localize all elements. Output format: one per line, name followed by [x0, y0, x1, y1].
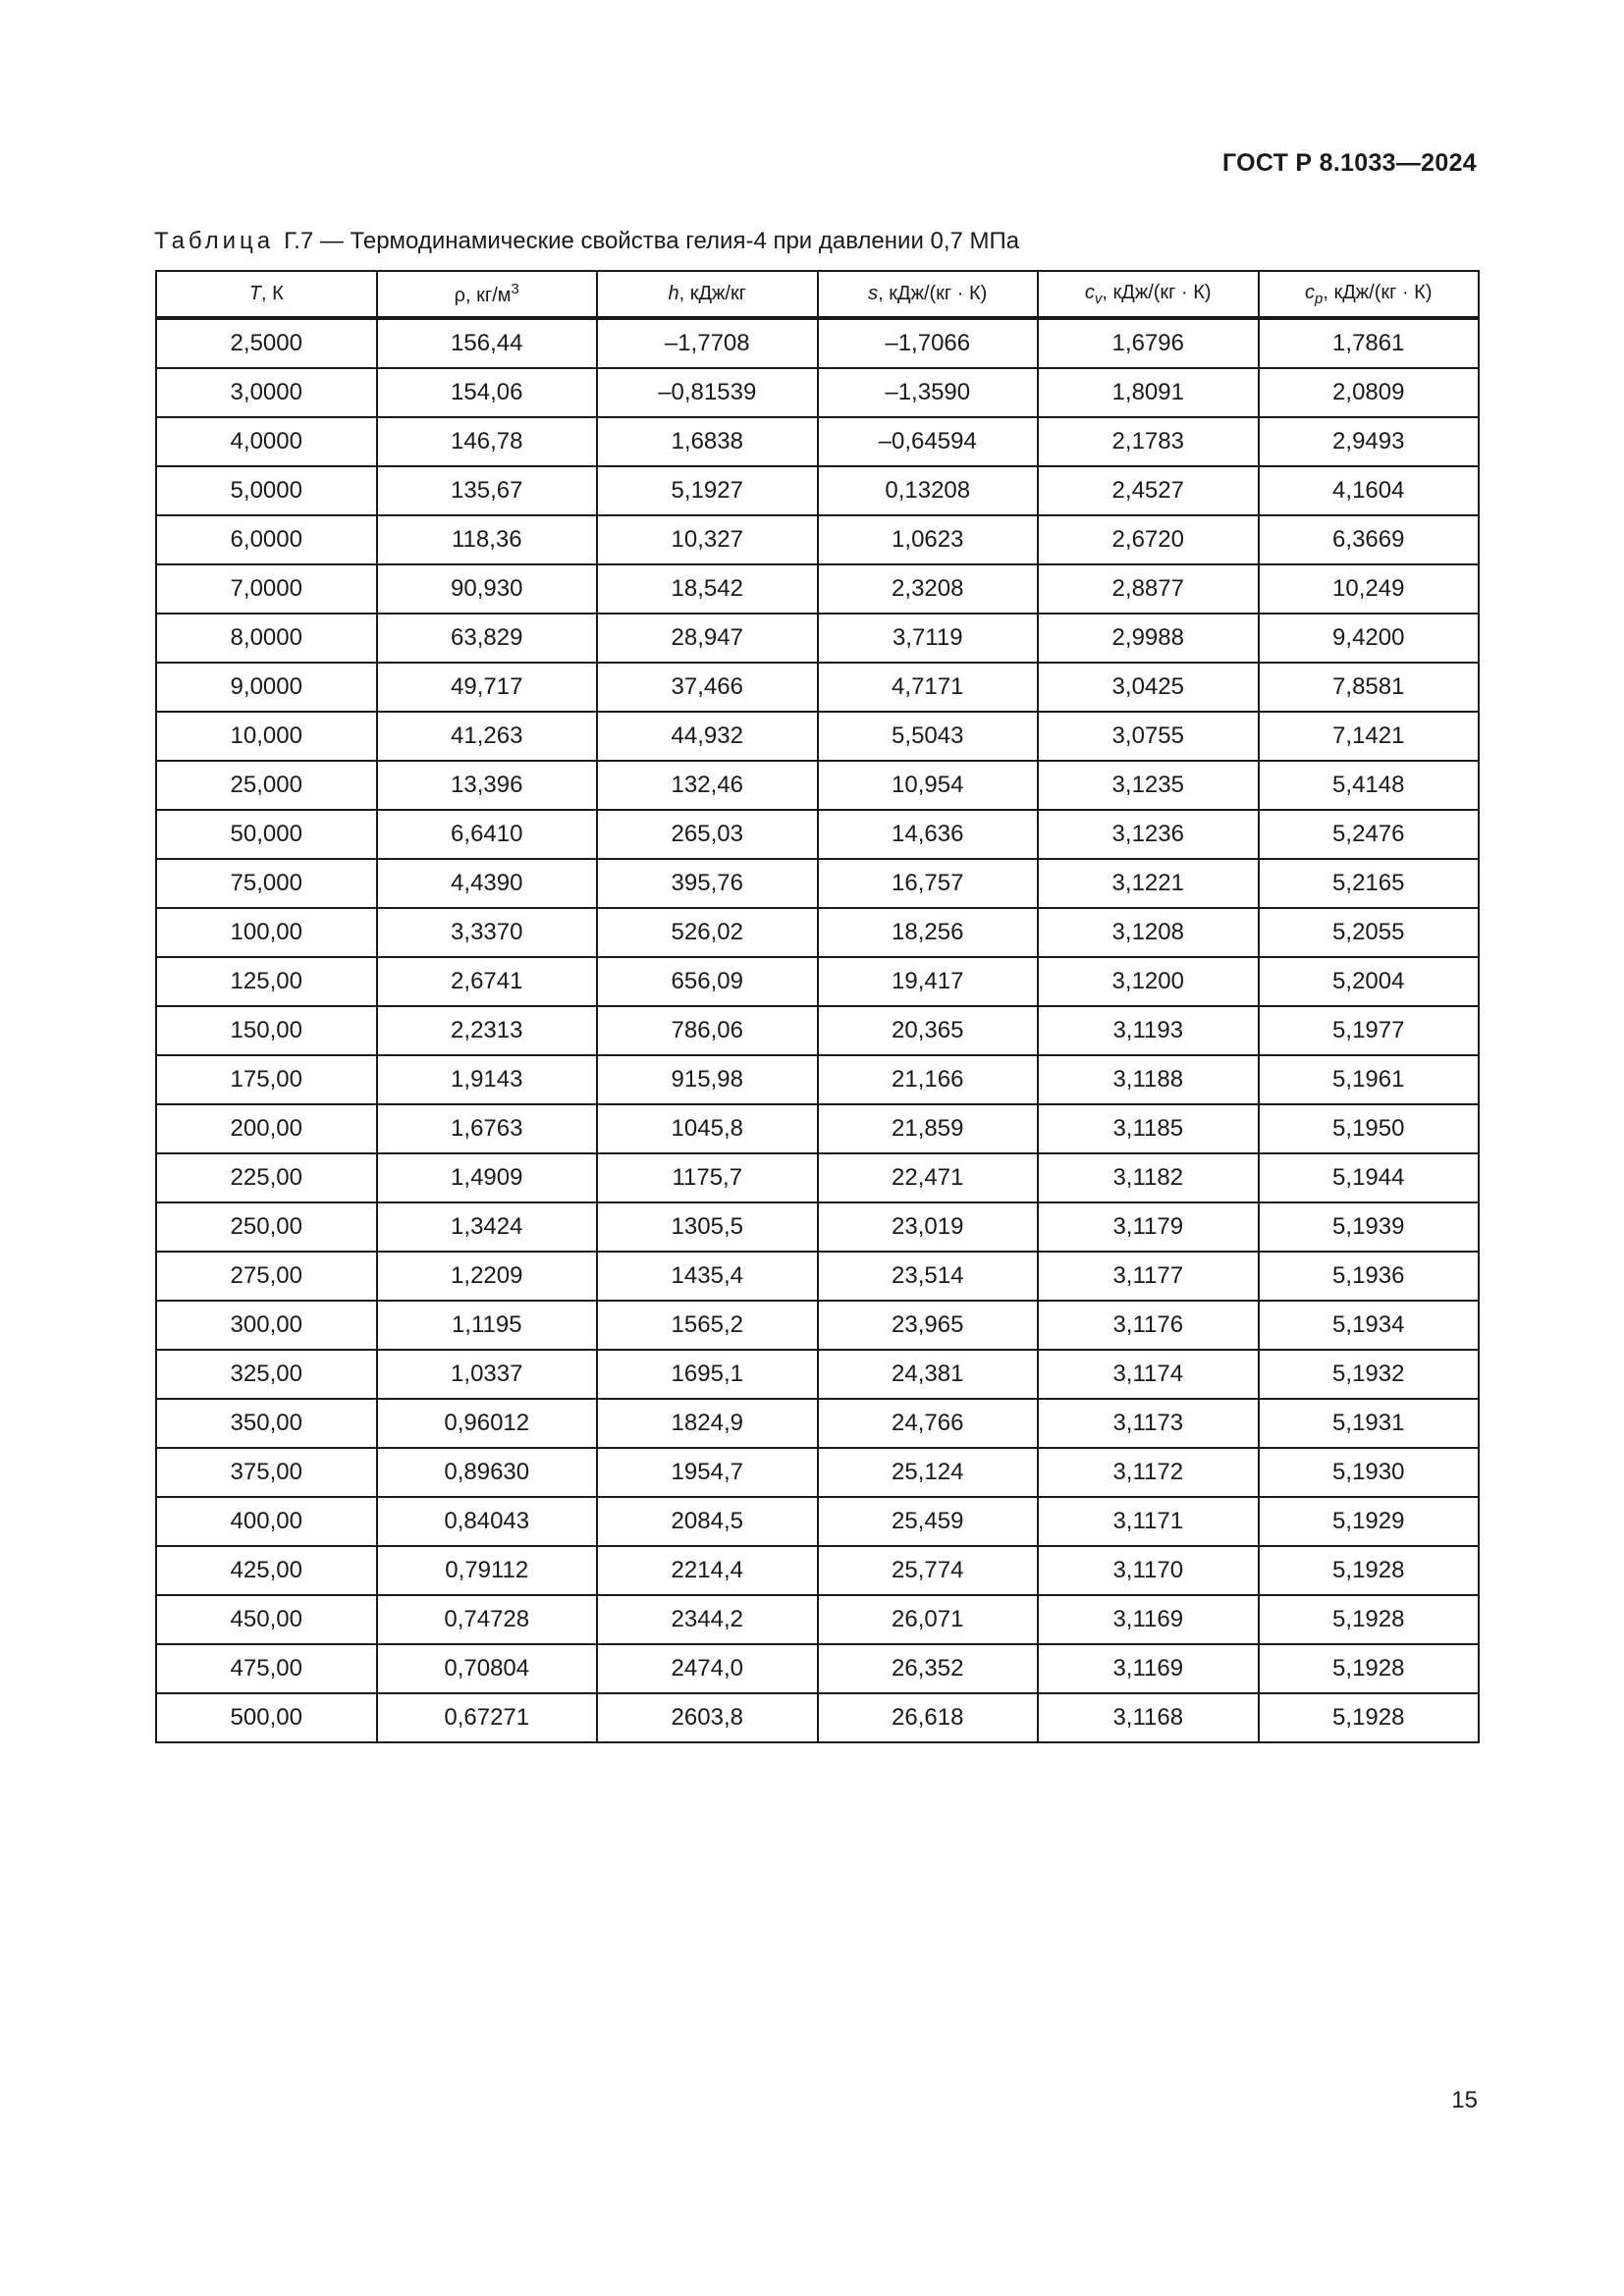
- table-cell: 3,1188: [1038, 1055, 1259, 1104]
- table-row: [156, 1055, 1479, 1104]
- table-cell: 8,0000: [156, 614, 377, 663]
- table-cell: 10,327: [597, 515, 818, 564]
- column-header-cp: $c_p$, кДж/(кг · К): [1259, 271, 1480, 318]
- table-cell: 2,6720: [1038, 515, 1259, 564]
- table-row: [156, 1104, 1479, 1153]
- table-cell: 100,00: [156, 908, 377, 957]
- table-cell: 41,263: [377, 712, 598, 761]
- table-cell: –1,3590: [818, 368, 1039, 417]
- table-cell: 21,166: [818, 1055, 1039, 1104]
- table-cell: 118,36: [377, 515, 598, 564]
- table-cell: 3,1208: [1038, 908, 1259, 957]
- document-code: ГОСТ Р 8.1033—2024: [1221, 149, 1477, 177]
- table-cell: 3,1177: [1038, 1252, 1259, 1301]
- table-cell: 18,256: [818, 908, 1039, 957]
- table-cell: 2,6741: [377, 957, 598, 1006]
- table-cell: 1,0337: [377, 1350, 598, 1399]
- table-cell: 3,1200: [1038, 957, 1259, 1006]
- table-cell: 3,3370: [377, 908, 598, 957]
- table-caption-label: Таблица: [154, 228, 275, 254]
- table-cell: 18,542: [597, 564, 818, 614]
- table-cell: 6,0000: [156, 515, 377, 564]
- table-cell: 3,1176: [1038, 1301, 1259, 1350]
- table-cell: 400,00: [156, 1497, 377, 1546]
- table-cell: 10,000: [156, 712, 377, 761]
- table-caption-text: Г.7 — Термодинамические свойства гелия-4 при давлении 0,7 МПа: [284, 228, 1020, 254]
- table-cell: 3,1171: [1038, 1497, 1259, 1546]
- table-row: [156, 1399, 1479, 1448]
- table-cell: 37,466: [597, 663, 818, 712]
- table-cell: 3,1185: [1038, 1104, 1259, 1153]
- table-cell: –1,7708: [597, 318, 818, 368]
- table-cell: 5,1931: [1259, 1399, 1480, 1448]
- table-cell: 7,8581: [1259, 663, 1480, 712]
- table-cell: 0,79112: [377, 1546, 598, 1595]
- table-cell: 200,00: [156, 1104, 377, 1153]
- table-cell: 1,6763: [377, 1104, 598, 1153]
- table-cell: 915,98: [597, 1055, 818, 1104]
- table-cell: 5,1928: [1259, 1595, 1480, 1644]
- table-cell: 5,1950: [1259, 1104, 1480, 1153]
- table-cell: 2,3208: [818, 564, 1039, 614]
- table-cell: 0,70804: [377, 1644, 598, 1693]
- table-cell: 7,1421: [1259, 712, 1480, 761]
- table-cell: 3,1169: [1038, 1644, 1259, 1693]
- table-cell: 5,1939: [1259, 1202, 1480, 1252]
- table-cell: 3,1172: [1038, 1448, 1259, 1497]
- table-cell: 25,774: [818, 1546, 1039, 1595]
- table-cell: 250,00: [156, 1202, 377, 1252]
- table-cell: 3,7119: [818, 614, 1039, 663]
- table-cell: 44,932: [597, 712, 818, 761]
- table-cell: 3,1235: [1038, 761, 1259, 810]
- table-cell: 450,00: [156, 1595, 377, 1644]
- table-cell: 5,1944: [1259, 1153, 1480, 1202]
- table-cell: 225,00: [156, 1153, 377, 1202]
- table-cell: 6,3669: [1259, 515, 1480, 564]
- table-cell: 475,00: [156, 1644, 377, 1693]
- table-cell: 156,44: [377, 318, 598, 368]
- table-cell: 1,7861: [1259, 318, 1480, 368]
- table-row: [156, 1252, 1479, 1301]
- table-cell: 1,2209: [377, 1252, 598, 1301]
- table-cell: 90,930: [377, 564, 598, 614]
- table-cell: 2084,5: [597, 1497, 818, 1546]
- table-cell: 14,636: [818, 810, 1039, 859]
- table-cell: 3,1179: [1038, 1202, 1259, 1252]
- table-cell: 3,1168: [1038, 1693, 1259, 1742]
- table-cell: 425,00: [156, 1546, 377, 1595]
- table-cell: 26,352: [818, 1644, 1039, 1693]
- table-cell: 4,0000: [156, 417, 377, 466]
- table-row: [156, 614, 1479, 663]
- table-cell: 3,0000: [156, 368, 377, 417]
- table-cell: 23,514: [818, 1252, 1039, 1301]
- table-cell: 1305,5: [597, 1202, 818, 1252]
- table-row: [156, 908, 1479, 957]
- table-cell: 1,3424: [377, 1202, 598, 1252]
- column-header-entropy: s, кДж/(кг · К): [818, 271, 1039, 318]
- table-cell: 2,0809: [1259, 368, 1480, 417]
- table-cell: 19,417: [818, 957, 1039, 1006]
- table-cell: 5,5043: [818, 712, 1039, 761]
- table-cell: 5,1961: [1259, 1055, 1480, 1104]
- table-cell: 25,000: [156, 761, 377, 810]
- table-cell: 2,4527: [1038, 466, 1259, 515]
- table-cell: 5,2476: [1259, 810, 1480, 859]
- table-cell: 2603,8: [597, 1693, 818, 1742]
- table-cell: 24,381: [818, 1350, 1039, 1399]
- table-cell: 75,000: [156, 859, 377, 908]
- column-header-density: ρ, $кг/м^3$: [377, 271, 598, 318]
- table-cell: 1565,2: [597, 1301, 818, 1350]
- table-cell: 150,00: [156, 1006, 377, 1055]
- table-row: [156, 663, 1479, 712]
- table-cell: 1,8091: [1038, 368, 1259, 417]
- table-cell: 3,0425: [1038, 663, 1259, 712]
- table-cell: 275,00: [156, 1252, 377, 1301]
- table-row: [156, 564, 1479, 614]
- table-cell: 0,96012: [377, 1399, 598, 1448]
- table-cell: 5,2165: [1259, 859, 1480, 908]
- table-cell: 2,1783: [1038, 417, 1259, 466]
- table-cell: 6,6410: [377, 810, 598, 859]
- table-cell: 0,89630: [377, 1448, 598, 1497]
- table-cell: 2,8877: [1038, 564, 1259, 614]
- table-cell: 5,1930: [1259, 1448, 1480, 1497]
- table-cell: 2,2313: [377, 1006, 598, 1055]
- table-cell: 25,124: [818, 1448, 1039, 1497]
- table-cell: 2,5000: [156, 318, 377, 368]
- table-caption: [154, 228, 1019, 255]
- table-cell: 7,0000: [156, 564, 377, 614]
- table-cell: 1,6838: [597, 417, 818, 466]
- table-cell: 395,76: [597, 859, 818, 908]
- column-header-temperature: T, К: [156, 271, 377, 318]
- table-row: [156, 810, 1479, 859]
- table-cell: 2344,2: [597, 1595, 818, 1644]
- table-cell: 132,46: [597, 761, 818, 810]
- table-cell: 350,00: [156, 1399, 377, 1448]
- table-cell: 3,1174: [1038, 1350, 1259, 1399]
- table-row: [156, 1202, 1479, 1252]
- table-cell: 5,1927: [597, 466, 818, 515]
- table-cell: 4,7171: [818, 663, 1039, 712]
- table-cell: 500,00: [156, 1693, 377, 1742]
- table-row: [156, 1350, 1479, 1399]
- table-row: [156, 466, 1479, 515]
- table-cell: 300,00: [156, 1301, 377, 1350]
- table-cell: 1175,7: [597, 1153, 818, 1202]
- table-cell: 2,9988: [1038, 614, 1259, 663]
- table-cell: 23,965: [818, 1301, 1039, 1350]
- table-cell: 1,4909: [377, 1153, 598, 1202]
- table-cell: 325,00: [156, 1350, 377, 1399]
- table-cell: 50,000: [156, 810, 377, 859]
- table-cell: 1435,4: [597, 1252, 818, 1301]
- table-cell: 3,1173: [1038, 1399, 1259, 1448]
- table-row: [156, 859, 1479, 908]
- table-cell: 5,1977: [1259, 1006, 1480, 1055]
- table-cell: 154,06: [377, 368, 598, 417]
- table-cell: 5,1928: [1259, 1546, 1480, 1595]
- table-cell: 125,00: [156, 957, 377, 1006]
- table-cell: 1954,7: [597, 1448, 818, 1497]
- table-cell: –0,81539: [597, 368, 818, 417]
- table-cell: 5,4148: [1259, 761, 1480, 810]
- table-cell: 1,1195: [377, 1301, 598, 1350]
- table-cell: 4,4390: [377, 859, 598, 908]
- table-cell: 28,947: [597, 614, 818, 663]
- table-cell: 3,1193: [1038, 1006, 1259, 1055]
- table-cell: 10,954: [818, 761, 1039, 810]
- table-cell: 26,618: [818, 1693, 1039, 1742]
- table-cell: 656,09: [597, 957, 818, 1006]
- table-row: [156, 1497, 1479, 1546]
- table-cell: 786,06: [597, 1006, 818, 1055]
- table-cell: 375,00: [156, 1448, 377, 1497]
- table-row: [156, 1448, 1479, 1497]
- table-cell: 1824,9: [597, 1399, 818, 1448]
- table-cell: 2214,4: [597, 1546, 818, 1595]
- table-cell: 2474,0: [597, 1644, 818, 1693]
- table-row: [156, 1644, 1479, 1693]
- table-cell: 10,249: [1259, 564, 1480, 614]
- table-cell: 1,9143: [377, 1055, 598, 1104]
- table-cell: 5,1936: [1259, 1252, 1480, 1301]
- table-cell: 9,0000: [156, 663, 377, 712]
- thermodynamic-properties-table: [155, 270, 1480, 1743]
- table-cell: 3,1221: [1038, 859, 1259, 908]
- table-cell: 146,78: [377, 417, 598, 466]
- table-cell: 21,859: [818, 1104, 1039, 1153]
- table-cell: 5,0000: [156, 466, 377, 515]
- table-cell: 49,717: [377, 663, 598, 712]
- table-cell: 25,459: [818, 1497, 1039, 1546]
- table-cell: 265,03: [597, 810, 818, 859]
- table-cell: 24,766: [818, 1399, 1039, 1448]
- table-cell: 16,757: [818, 859, 1039, 908]
- table-row: [156, 1595, 1479, 1644]
- table-row: [156, 712, 1479, 761]
- table-cell: 20,365: [818, 1006, 1039, 1055]
- table-cell: 1695,1: [597, 1350, 818, 1399]
- table-cell: 5,1934: [1259, 1301, 1480, 1350]
- table-cell: 26,071: [818, 1595, 1039, 1644]
- table-cell: 135,67: [377, 466, 598, 515]
- table-row: [156, 1546, 1479, 1595]
- table-row: [156, 318, 1479, 368]
- table-cell: 1045,8: [597, 1104, 818, 1153]
- column-header-enthalpy: h, кДж/кг: [597, 271, 818, 318]
- table-row: [156, 515, 1479, 564]
- table-cell: 3,0755: [1038, 712, 1259, 761]
- table-cell: 3,1182: [1038, 1153, 1259, 1202]
- table-cell: 13,396: [377, 761, 598, 810]
- table-header-row: [156, 271, 1479, 318]
- table-cell: 5,2004: [1259, 957, 1480, 1006]
- table-row: [156, 957, 1479, 1006]
- table-cell: 5,1929: [1259, 1497, 1480, 1546]
- table-cell: 3,1236: [1038, 810, 1259, 859]
- table-cell: 5,1928: [1259, 1644, 1480, 1693]
- table-row: [156, 1301, 1479, 1350]
- table-cell: –0,64594: [818, 417, 1039, 466]
- table-row: [156, 1153, 1479, 1202]
- table-row: [156, 761, 1479, 810]
- column-header-cv: $c_v$, кДж/(кг · К): [1038, 271, 1259, 318]
- table-cell: 4,1604: [1259, 466, 1480, 515]
- table-cell: 9,4200: [1259, 614, 1480, 663]
- table-cell: 0,67271: [377, 1693, 598, 1742]
- table-cell: –1,7066: [818, 318, 1039, 368]
- table-cell: 2,9493: [1259, 417, 1480, 466]
- table-row: [156, 368, 1479, 417]
- table-row: [156, 1006, 1479, 1055]
- table-row: [156, 1693, 1479, 1742]
- page-number: 15: [1451, 2087, 1478, 2113]
- table-cell: 22,471: [818, 1153, 1039, 1202]
- table-cell: 0,13208: [818, 466, 1039, 515]
- table-cell: 63,829: [377, 614, 598, 663]
- table-cell: 23,019: [818, 1202, 1039, 1252]
- table-cell: 0,74728: [377, 1595, 598, 1644]
- table-cell: 526,02: [597, 908, 818, 957]
- table-cell: 1,0623: [818, 515, 1039, 564]
- table-cell: 5,1932: [1259, 1350, 1480, 1399]
- table-cell: 5,2055: [1259, 908, 1480, 957]
- table-cell: 1,6796: [1038, 318, 1259, 368]
- table-cell: 175,00: [156, 1055, 377, 1104]
- table-cell: 5,1928: [1259, 1693, 1480, 1742]
- table-cell: 0,84043: [377, 1497, 598, 1546]
- table-row: [156, 417, 1479, 466]
- table-body: [156, 318, 1479, 1742]
- table-cell: 3,1169: [1038, 1595, 1259, 1644]
- table-cell: 3,1170: [1038, 1546, 1259, 1595]
